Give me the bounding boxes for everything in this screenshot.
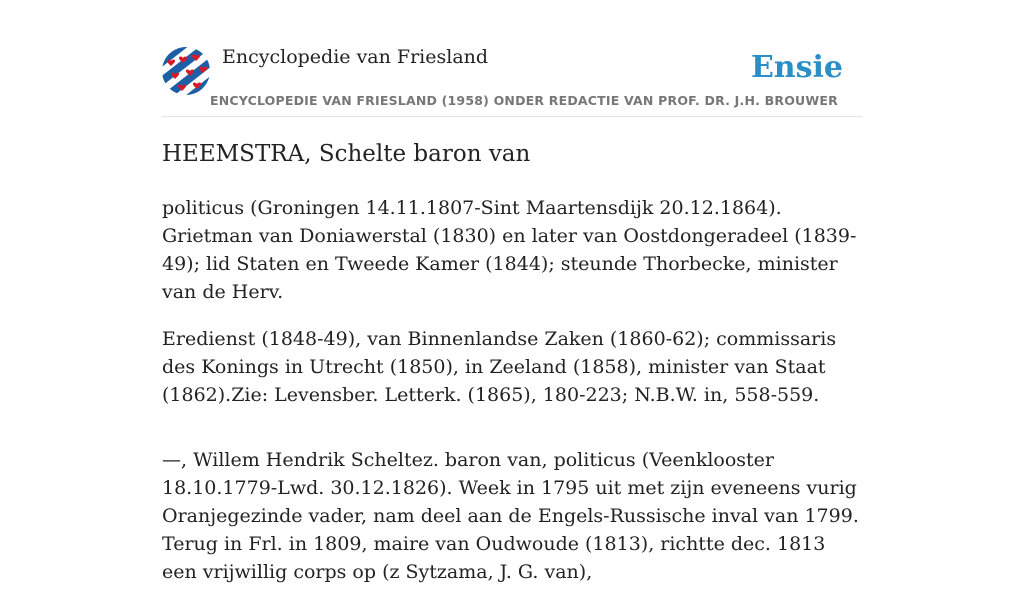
article-title: HEEMSTRA, Schelte baron van xyxy=(162,141,531,167)
ensie-brand-link[interactable]: Ensie xyxy=(750,50,843,85)
site-header xyxy=(162,44,862,117)
article-paragraph: Eredienst (1848-49), van Binnenlandse Zaken (1860-62); commissaris des Konings in Utrecht (1850), in Zeeland (1858), minister van Staat (1862).Zie: Levensber. Letterk. (1865), 180-223; N.B.W. in, 558-559. xyxy=(162,328,837,406)
site-title[interactable]: Encyclopedie van Friesland xyxy=(222,46,489,68)
frisian-flag-logo-icon[interactable] xyxy=(162,47,210,95)
article-paragraph: —, Willem Hendrik Scheltez. baron van, politicus (Veenklooster 18.10.1779-Lwd. 30.12.1826). Week in 1795 uit met zijn eveneens vurig Oranjegezinde vader, nam deel aan de Engels-Russische inval van 1799. Terug in Frl. in 1809, maire van Oudwoude (1813), richtte dec. 1813 een vrijwillig corps op (z Sytzama, J. G. van), xyxy=(162,449,859,583)
article xyxy=(162,138,862,605)
encyclopedia-subtitle: ENCYCLOPEDIE VAN FRIESLAND (1958) ONDER REDACTIE VAN PROF. DR. J.H. BROUWER xyxy=(210,93,838,108)
article-paragraph: politicus (Groningen 14.11.1807-Sint Maartensdijk 20.12.1864). Grietman van Doniawerstal (1830) en later van Oostdongeradeel (1839-49); lid Staten en Tweede Kamer (1844); steunde Thorbecke, minister van de Herv. xyxy=(162,197,857,303)
